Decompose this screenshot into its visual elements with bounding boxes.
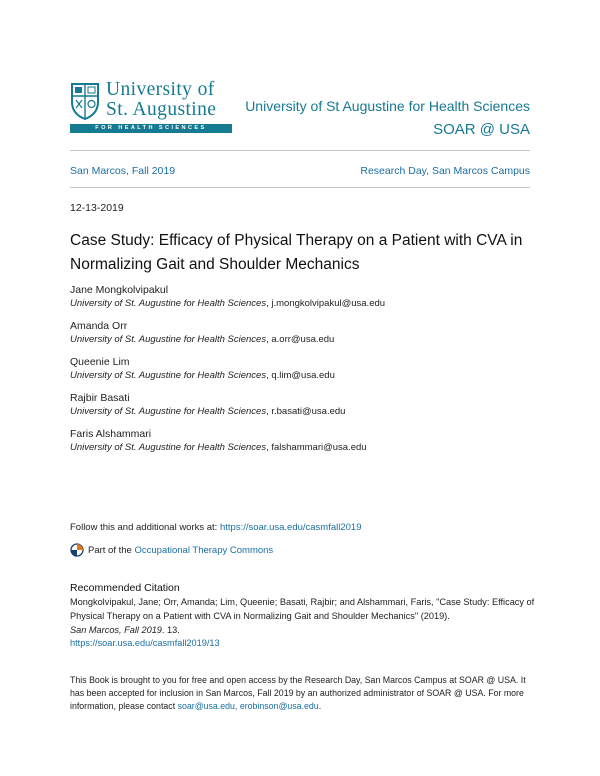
author-name: Faris Alshammari bbox=[70, 428, 152, 440]
university-logo bbox=[70, 79, 235, 134]
publication-date: 12-13-2019 bbox=[70, 202, 124, 214]
author-affiliation: University of St. Augustine for Health Sciences bbox=[70, 370, 267, 381]
access-notice bbox=[70, 674, 536, 712]
citation-number: . 13. bbox=[161, 624, 180, 635]
author-email[interactable]: falshammari@usa.edu bbox=[271, 442, 367, 453]
author-email[interactable]: r.basati@usa.edu bbox=[271, 406, 346, 417]
author-email[interactable]: a.orr@usa.edu bbox=[271, 334, 335, 345]
repository-soar[interactable]: SOAR @ USA bbox=[433, 121, 530, 138]
author-block: Faris Alshammari University of St. Augustine for Health Sciences, falshammari@usa.edu bbox=[70, 427, 540, 455]
collection-link[interactable]: Research Day, San Marcos Campus bbox=[360, 165, 530, 177]
partof-text: Part of the bbox=[88, 544, 132, 556]
logo-line2: St. Augustine bbox=[106, 99, 217, 120]
network-icon bbox=[70, 543, 84, 557]
divider bbox=[70, 187, 530, 188]
author-name: Rajbir Basati bbox=[70, 392, 130, 404]
follow-line bbox=[70, 522, 362, 533]
shield-icon bbox=[70, 82, 100, 120]
commons-link[interactable]: Occupational Therapy Commons bbox=[134, 544, 274, 556]
recommended-citation-heading: Recommended Citation bbox=[70, 582, 180, 594]
author-block: Jane Mongkolvipakul University of St. Augustine for Health Sciences, j.mongkolvipakul@usa.edu bbox=[70, 283, 540, 311]
series-link[interactable]: San Marcos, Fall 2019 bbox=[70, 165, 176, 177]
author-affiliation: University of St. Augustine for Health Sciences bbox=[70, 298, 267, 309]
access-end: . bbox=[318, 700, 322, 711]
document-title: Case Study: Efficacy of Physical Therapy on a Patient with CVA in Normalizing Gait and Shoulder Mechanics bbox=[70, 232, 523, 273]
follow-text: Follow this and additional works at: bbox=[70, 522, 220, 533]
part-of-line bbox=[70, 543, 273, 557]
citation-text: Mongkolvipakul, Jane; Orr, Amanda; Lim, Queenie; Basati, Rajbir; and Alshammari, Faris, "Case Study: Efficacy of Physical Therapy on a Patient with CVA in Normalizing Gait and Shoulder Mechanics" (2019). bbox=[70, 597, 535, 621]
citation-series: San Marcos, Fall 2019 bbox=[70, 624, 162, 635]
author-block: Queenie Lim University of St. Augustine for Health Sciences, q.lim@usa.edu bbox=[70, 355, 540, 383]
author-block: Rajbir Basati University of St. Augustine for Health Sciences, r.basati@usa.edu bbox=[70, 391, 540, 419]
author-block: Amanda Orr University of St. Augustine for Health Sciences, a.orr@usa.edu bbox=[70, 319, 540, 347]
author-name: Queenie Lim bbox=[70, 356, 130, 368]
logo-bar: FOR HEALTH SCIENCES bbox=[70, 124, 232, 133]
author-affiliation: University of St. Augustine for Health Sciences bbox=[70, 406, 267, 417]
follow-link[interactable]: https://soar.usa.edu/casmfall2019 bbox=[219, 522, 362, 533]
author-email[interactable]: j.mongkolvipakul@usa.edu bbox=[271, 298, 386, 309]
author-affiliation: University of St. Augustine for Health Sciences bbox=[70, 442, 267, 453]
divider bbox=[70, 150, 530, 151]
author-affiliation: University of St. Augustine for Health Sciences bbox=[70, 334, 267, 345]
author-email[interactable]: q.lim@usa.edu bbox=[271, 370, 335, 381]
contact-emails[interactable]: soar@usa.edu, erobinson@usa.edu bbox=[177, 700, 319, 711]
author-name: Jane Mongkolvipakul bbox=[70, 284, 169, 296]
citation-block bbox=[70, 596, 536, 651]
author-name: Amanda Orr bbox=[70, 320, 128, 332]
repository-name[interactable]: University of St Augustine for Health Sciences bbox=[245, 98, 530, 114]
access-text: This Book is brought to you for free and open access by the Research Day, San Marcos Campus at SOAR @ USA. It has been accepted for inclusion in San Marcos, Fall 2019 by an authorized administrator of SOAR @ USA. For more information, please contact bbox=[70, 675, 526, 711]
citation-url[interactable]: https://soar.usa.edu/casmfall2019/13 bbox=[70, 638, 220, 649]
logo-line1: University of bbox=[106, 79, 215, 100]
